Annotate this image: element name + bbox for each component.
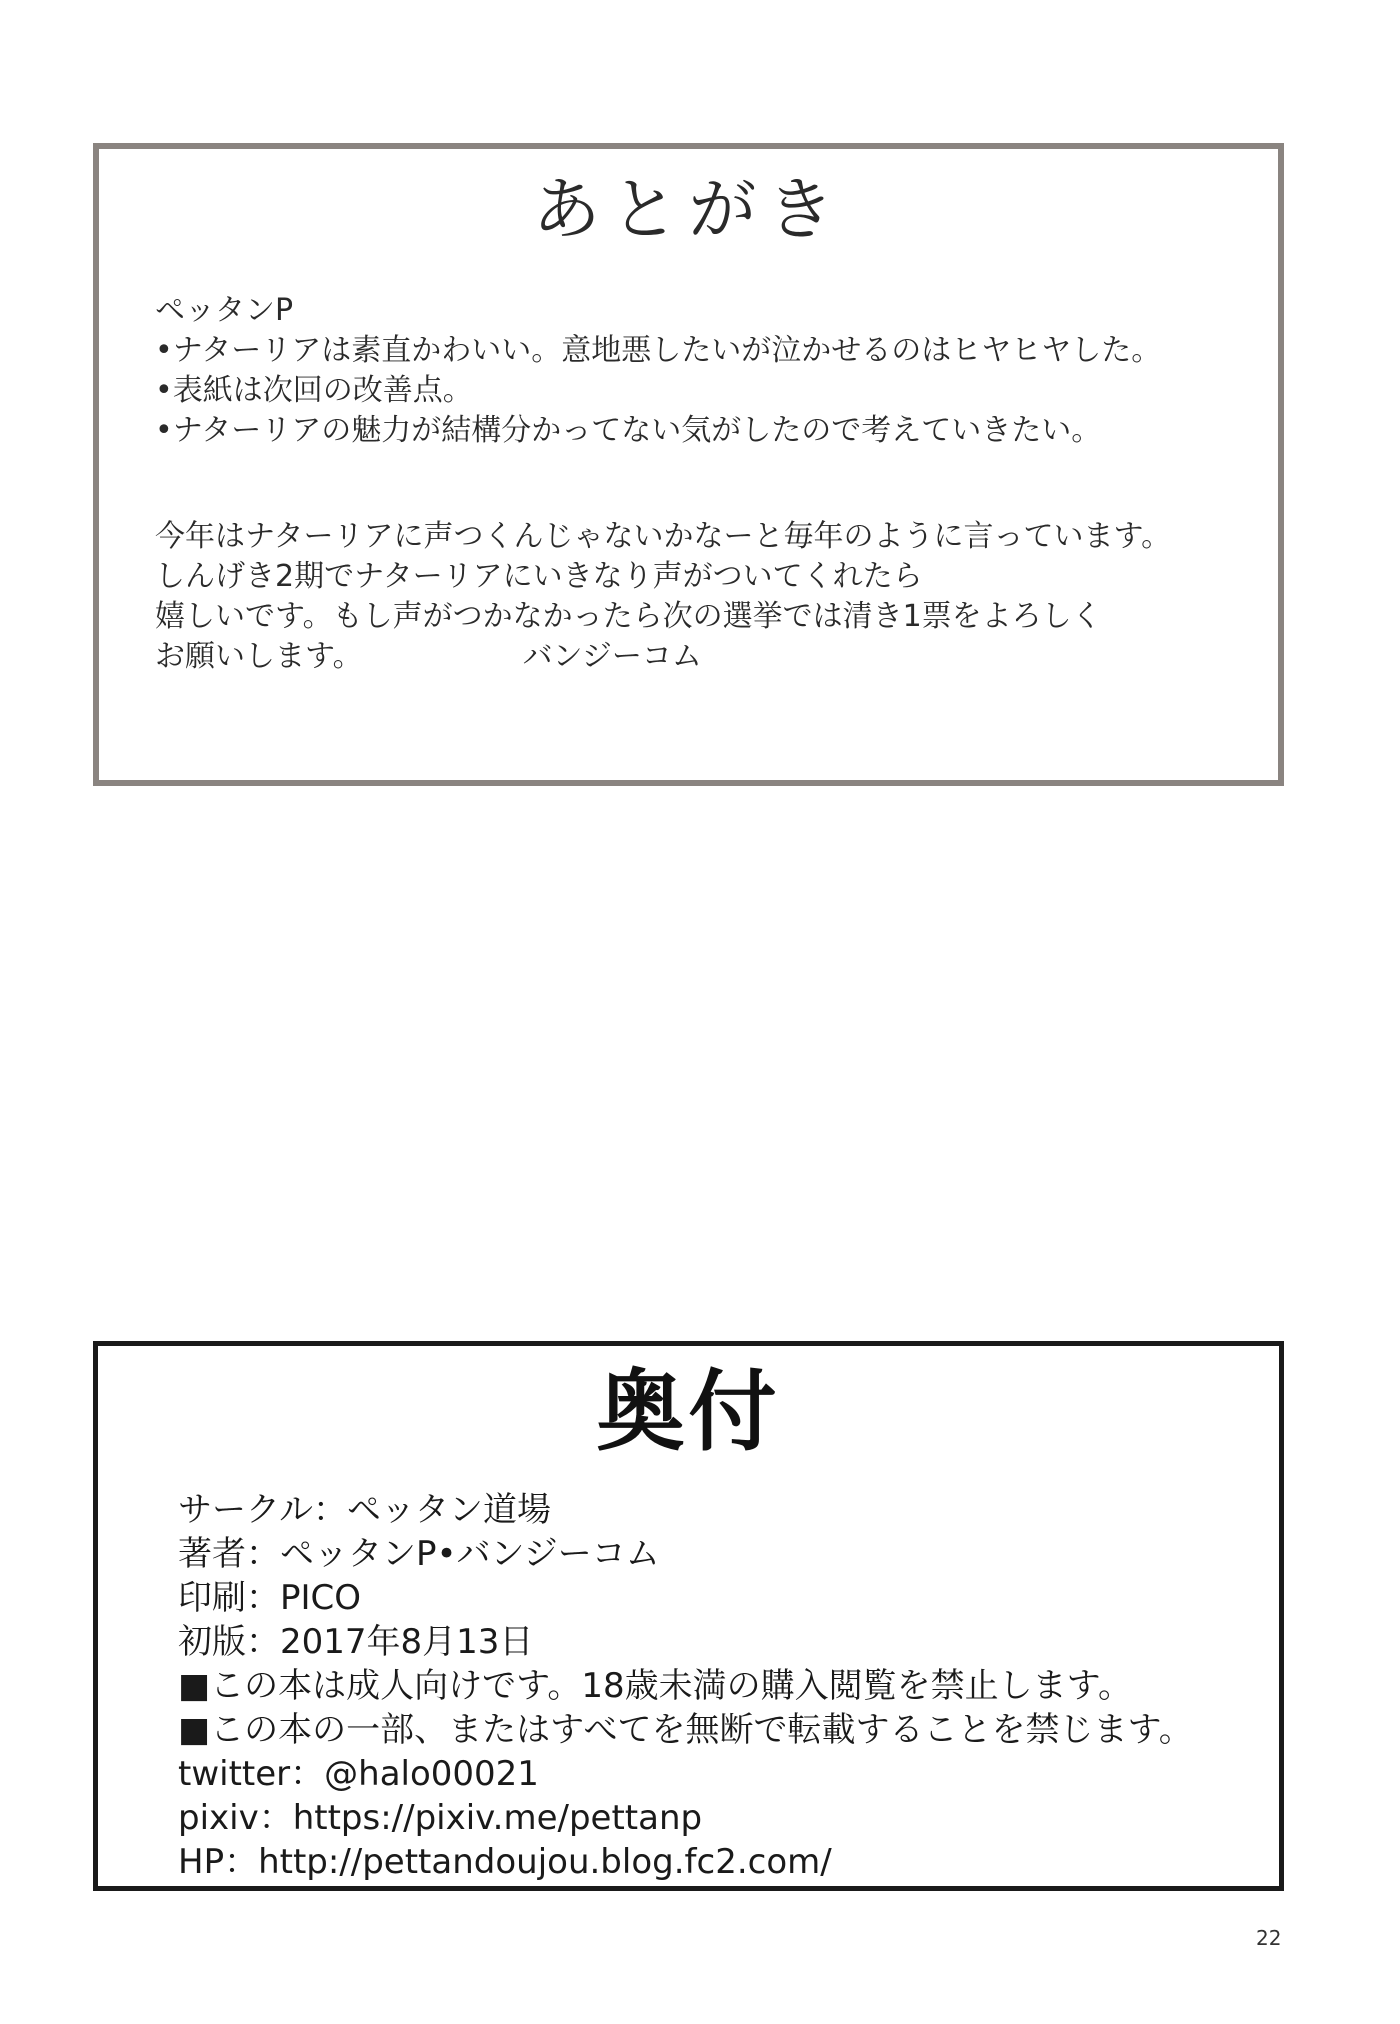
colophon-box	[93, 1341, 1284, 1891]
colophon-notice-copyright: ■この本の一部、またはすべてを無断で転載することを禁じます。	[178, 1710, 1193, 1750]
afterword-message-last-line	[155, 637, 1258, 677]
afterword-message-line: しんげき2期でナターリアにいきなり声がついてくれたら	[155, 559, 923, 594]
afterword-title: あとがき	[532, 171, 845, 250]
afterword-signature: バンジーコム	[522, 639, 702, 674]
afterword-bullet: •ナターリアは素直かわいい。意地悪したいが泣かせるのはヒヤヒヤした。	[155, 333, 1162, 368]
afterword-author-heading: ペッタンP	[155, 293, 294, 328]
colophon-title: 奥付	[596, 1360, 781, 1463]
colophon-circle: サークル：ペッタン道場	[178, 1490, 551, 1530]
colophon-twitter: twitter：@halo00021	[178, 1754, 539, 1794]
afterword-box	[93, 143, 1284, 786]
colophon-pixiv: pixiv：https://pixiv.me/pettanp	[178, 1798, 703, 1838]
colophon-first-edition: 初版：2017年8月13日	[178, 1622, 534, 1662]
colophon-notice-adult: ■この本は成人向けです。18歳未満の購入閲覧を禁止します。	[178, 1666, 1132, 1706]
paragraph-gap	[155, 451, 1258, 517]
afterword-message-line: 嬉しいです。もし声がつかなかったら次の選挙では清き1票をよろしく	[155, 599, 1102, 634]
colophon-homepage: HP：http://pettandoujou.blog.fc2.com/	[178, 1842, 832, 1882]
colophon-author: 著者：ペッタンP•バンジーコム	[178, 1534, 660, 1574]
afterword-message-line: 今年はナターリアに声つくんじゃないかなーと毎年のように言っています。	[155, 519, 1172, 554]
colophon-printer: 印刷：PICO	[178, 1578, 362, 1618]
afterword-message-line: お願いします。	[155, 639, 363, 674]
colophon-body	[178, 1488, 1259, 1884]
afterword-bullet: •表紙は次回の改善点。	[155, 373, 473, 408]
page-number: 22	[1256, 1926, 1282, 1950]
afterword-body	[155, 291, 1258, 677]
afterword-bullet: •ナターリアの魅力が結構分かってない気がしたので考えていきたい。	[155, 413, 1102, 448]
